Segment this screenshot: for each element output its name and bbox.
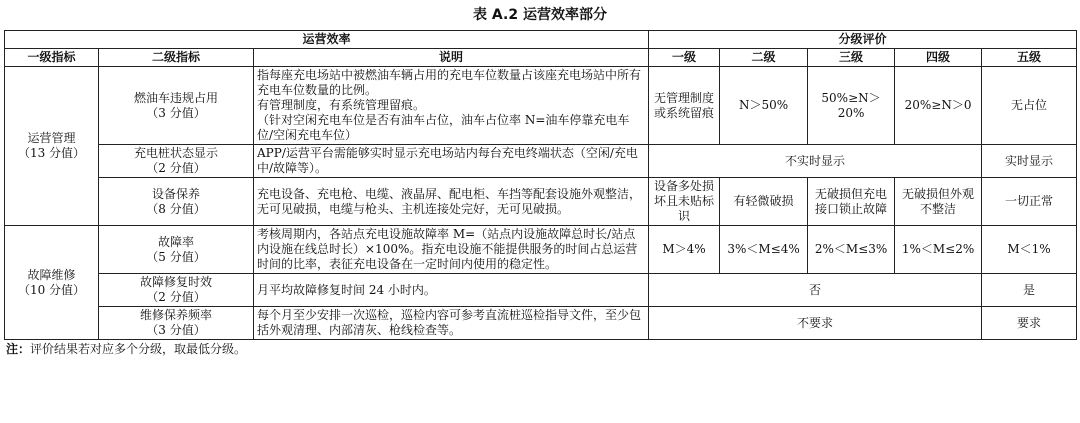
grade-cell: 无管理制度或系统留痕 (649, 67, 720, 145)
table-row-maintenance-frequency (5, 307, 1077, 340)
row-name: 维修保养频率 （3 分值） (99, 307, 254, 340)
header-row-group (5, 31, 1077, 49)
row-desc: 月平均故障修复时间 24 小时内。 (254, 274, 649, 307)
grade-cell: N＞50% (720, 67, 808, 145)
group-fault: 故障维修 （10 分值） (5, 226, 99, 340)
grade-cell: 一切正常 (982, 178, 1077, 226)
header-level2: 二级指标 (99, 49, 254, 67)
header-grade3: 三级 (808, 49, 895, 67)
header-desc: 说明 (254, 49, 649, 67)
grade-cell-merged: 否 (649, 274, 982, 307)
table-row-repair-time (5, 274, 1077, 307)
group-ops: 运营管理 （13 分值） (5, 67, 99, 226)
header-grade1: 一级 (649, 49, 720, 67)
grade-cell: 要求 (982, 307, 1077, 340)
note-label: 注： (6, 342, 31, 356)
grade-cell-merged: 不实时显示 (649, 145, 982, 178)
row-desc: 考核周期内，各站点充电设施故障率 M=（站点内设施故障总时长/站点内设施在线总时长）×100%。指充电设施不能提供服务的时间占总运营时间的比率，表征充电设备在一定时间内使用的稳定性。 (254, 226, 649, 274)
header-operation-efficiency: 运营效率 (5, 31, 649, 49)
row-desc: 每个月至少安排一次巡检，巡检内容可参考直流桩巡检指导文件，至少包括外观清理、内部清灰、枪线检查等。 (254, 307, 649, 340)
note-text: 评价结果若对应多个分级，取最低分级。 (30, 342, 247, 356)
grade-cell: 20%≥N＞0 (895, 67, 982, 145)
header-grade2: 二级 (720, 49, 808, 67)
grade-cell: 无占位 (982, 67, 1077, 145)
grade-cell: 有轻微破损 (720, 178, 808, 226)
row-name: 故障修复时效 （2 分值） (99, 274, 254, 307)
row-name: 燃油车违规占用 （3 分值） (99, 67, 254, 145)
grade-cell: 2%＜M≤3% (808, 226, 895, 274)
grade-cell: 50%≥N＞20% (808, 67, 895, 145)
header-grade5: 五级 (982, 49, 1077, 67)
table-row-failure-rate (5, 226, 1077, 274)
grade-cell: 1%＜M≤2% (895, 226, 982, 274)
row-desc: 充电设备、充电枪、电缆、液晶屏、配电柜、车挡等配套设施外观整洁，无可见破损，电缆与枪头、主机连接处完好，无可见破损。 (254, 178, 649, 226)
table-row-maintenance (5, 178, 1077, 226)
grade-cell-merged: 不要求 (649, 307, 982, 340)
grade-cell: M＞4% (649, 226, 720, 274)
grade-cell: 是 (982, 274, 1077, 307)
grade-cell: 无破损但外观不整洁 (895, 178, 982, 226)
row-desc: APP/运营平台需能够实时显示充电场站内每台充电终端状态（空闲/充电中/故障等）。 (254, 145, 649, 178)
header-grading: 分级评价 (649, 31, 1077, 49)
grade-cell: M＜1% (982, 226, 1077, 274)
row-name: 充电桩状态显示 （2 分值） (99, 145, 254, 178)
grade-cell: 实时显示 (982, 145, 1077, 178)
header-level1: 一级指标 (5, 49, 99, 67)
table-row-status-display (5, 145, 1077, 178)
table-title: 表 A.2 运营效率部分 (473, 7, 607, 23)
efficiency-table (4, 30, 1077, 340)
row-name: 故障率 （5 分值） (99, 226, 254, 274)
grade-cell: 设备多处损坏且未贴标识 (649, 178, 720, 226)
table-row-fuel-occupancy (5, 67, 1077, 145)
grade-cell: 无破损但充电接口锁止故障 (808, 178, 895, 226)
row-name: 设备保养 （8 分值） (99, 178, 254, 226)
header-row-columns (5, 49, 1077, 67)
header-grade4: 四级 (895, 49, 982, 67)
row-desc: 指每座充电场站中被燃油车辆占用的充电车位数量占该座充电场站中所有充电车位数量的比例。 有管理制度，有系统管理留痕。 （针对空闲充电车位是否有油车占位，油车占位率 N=油车停靠充电车位/空闲充电车位） (254, 67, 649, 145)
grade-cell: 3%＜M≤4% (720, 226, 808, 274)
table-note (6, 340, 1080, 358)
